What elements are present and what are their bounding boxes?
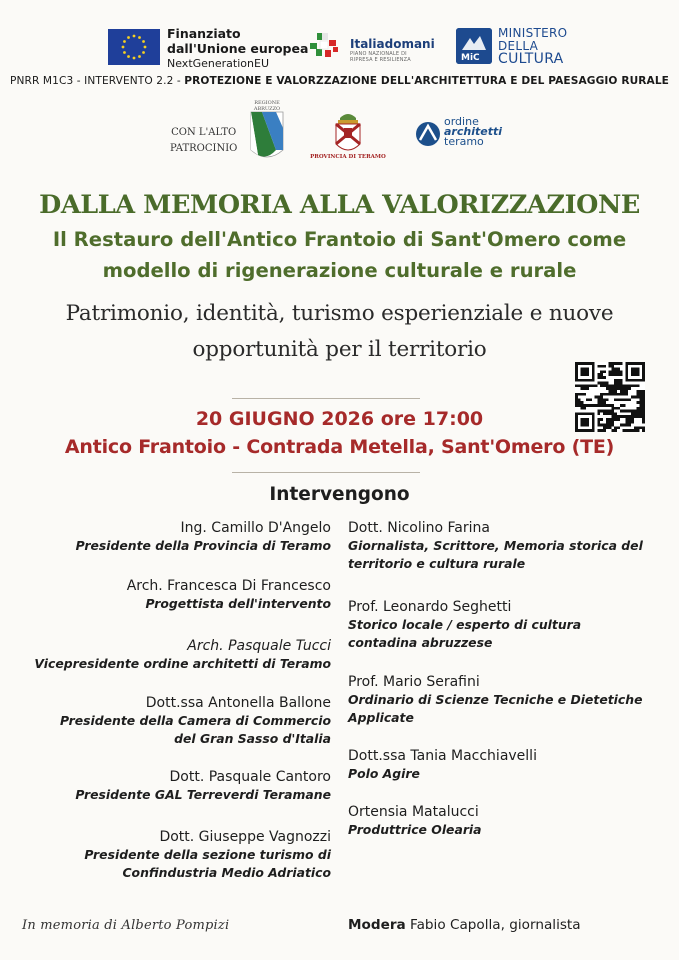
event-time: ore 17:00 bbox=[380, 408, 484, 430]
speaker-entry bbox=[348, 803, 668, 839]
speaker-role: Vicepresidente ordine architetti di Teramo bbox=[34, 656, 331, 671]
speaker-name: Ing. Camillo D'Angelo bbox=[180, 520, 331, 536]
oa-line1: ordine bbox=[444, 115, 479, 128]
patronage-line2: PATROCINIO bbox=[170, 143, 238, 154]
speaker-role: Applicate bbox=[348, 710, 414, 725]
speaker-entry bbox=[348, 598, 668, 652]
ordine-architetti-label bbox=[444, 117, 502, 147]
italiadomani-tagline: PIANO NAZIONALE DI RIPRESA E RESILIENZA bbox=[350, 51, 411, 63]
italiadomani-logo-icon bbox=[302, 28, 346, 64]
speaker-role: Presidente della sezione turismo di bbox=[84, 847, 331, 862]
description bbox=[0, 296, 679, 368]
subtitle-line1: Il Restauro dell'Antico Frantoio di Sant'Omero come bbox=[52, 228, 627, 251]
speaker-name: Dott.ssa Tania Macchiavelli bbox=[348, 748, 537, 764]
divider-bottom bbox=[232, 472, 420, 473]
oa-line3: teramo bbox=[444, 135, 484, 148]
subtitle bbox=[0, 224, 679, 286]
italiadomani-name: Italiadomani bbox=[350, 37, 435, 51]
ministero-label bbox=[498, 27, 567, 66]
speaker-role: Ordinario di Scienze Tecniche e Dietetiche bbox=[348, 692, 643, 707]
speaker-name: Prof. Leonardo Seghetti bbox=[348, 599, 512, 615]
speaker-entry bbox=[348, 519, 668, 573]
eu-line2: dall'Unione europea bbox=[167, 41, 309, 56]
speaker-name: Ortensia Matalucci bbox=[348, 804, 479, 820]
speaker-name: Dott. Nicolino Farina bbox=[348, 520, 490, 536]
speaker-entry bbox=[8, 519, 331, 555]
speaker-name: Dott. Giuseppe Vagnozzi bbox=[159, 829, 331, 845]
patronage-label bbox=[170, 125, 237, 157]
speaker-name: Arch. Francesca Di Francesco bbox=[126, 578, 331, 594]
speaker-role: Polo Agire bbox=[348, 766, 420, 781]
speaker-role: Presidente della Provincia di Teramo bbox=[75, 538, 331, 553]
speaker-entry bbox=[8, 577, 331, 613]
patronage-line1: CON L'ALTO bbox=[171, 127, 237, 138]
main-title: DALLA MEMORIA ALLA VALORIZZAZIONE bbox=[39, 190, 640, 220]
pnrr-prefix: PNRR M1C3 - INTERVENTO 2.2 - bbox=[9, 75, 185, 87]
moderator-label: Modera bbox=[348, 917, 406, 933]
speaker-role: del Gran Sasso d'Italia bbox=[174, 731, 331, 746]
pnrr-title: PROTEZIONE E VALORZZAZIONE DELL'ARCHITETTURA E DEL PAESAGGIO RURALE bbox=[184, 75, 670, 87]
event-place: Antico Frantoio - Contrada Metella, Sant'Omero (TE) bbox=[64, 436, 615, 458]
moderator-name: Fabio Capolla, giornalista bbox=[410, 917, 581, 933]
divider-top bbox=[232, 398, 420, 399]
pnrr-line bbox=[0, 75, 679, 87]
ordine-architetti-icon bbox=[414, 120, 442, 148]
speaker-role: Confindustria Medio Adriatico bbox=[122, 865, 331, 880]
oa-line2: architetti bbox=[444, 125, 502, 138]
speaker-role: Giornalista, Scrittore, Memoria storica del bbox=[348, 538, 643, 553]
eu-line3: NextGenerationEU bbox=[167, 57, 269, 70]
mic-logo-icon bbox=[456, 28, 492, 64]
mic-badge: MiC bbox=[461, 53, 480, 63]
event-date bbox=[0, 408, 679, 430]
eu-line1: Finanziato bbox=[167, 26, 241, 41]
speakers-heading: Intervengono bbox=[269, 484, 410, 505]
speaker-entry bbox=[8, 637, 331, 673]
speaker-name: Dott. Pasquale Cantoro bbox=[169, 769, 331, 785]
moderator-line bbox=[348, 917, 581, 933]
regione-abruzzo-label: REGIONE ABRUZZO bbox=[253, 100, 281, 112]
speaker-role: Progettista dell'intervento bbox=[145, 596, 331, 611]
speaker-entry bbox=[348, 673, 668, 727]
italiadomani-label bbox=[350, 37, 435, 63]
speaker-entry bbox=[8, 768, 331, 804]
speaker-entry bbox=[8, 828, 331, 882]
speaker-name: Dott.ssa Antonella Ballone bbox=[145, 695, 331, 711]
ministero-line1: MINISTERO bbox=[498, 26, 568, 40]
eu-funding-label bbox=[167, 26, 308, 71]
provincia-teramo-label: PROVINCIA DI TERAMO bbox=[310, 154, 386, 160]
subtitle-line2: modello di rigenerazione culturale e rurale bbox=[102, 259, 577, 282]
speaker-name: Prof. Mario Serafini bbox=[348, 674, 480, 690]
event-date-day: 20 GIUGNO 2026 bbox=[195, 408, 375, 430]
speaker-name: Arch. Pasquale Tucci bbox=[187, 638, 331, 654]
memorial-signature: In memoria di Alberto Pompizi bbox=[22, 918, 230, 933]
speaker-role: Presidente della Camera di Commercio bbox=[59, 713, 331, 728]
description-line2: opportunità per il territorio bbox=[192, 337, 487, 362]
speaker-role: contadina abruzzese bbox=[348, 635, 493, 650]
speaker-entry bbox=[348, 747, 668, 783]
speaker-role: Storico locale / esperto di cultura bbox=[348, 617, 582, 632]
eu-flag-icon bbox=[108, 29, 160, 65]
speaker-entry bbox=[8, 694, 331, 748]
speaker-role: Produttrice Olearia bbox=[348, 822, 482, 837]
ministero-line2: DELLA bbox=[498, 39, 539, 53]
description-line1: Patrimonio, identità, turismo esperienziale e nuove bbox=[65, 301, 614, 326]
speaker-role: Presidente GAL Terreverdi Teramane bbox=[75, 787, 331, 802]
speaker-role: territorio e cultura rurale bbox=[348, 556, 526, 571]
ministero-line3: CULTURA bbox=[498, 51, 564, 67]
